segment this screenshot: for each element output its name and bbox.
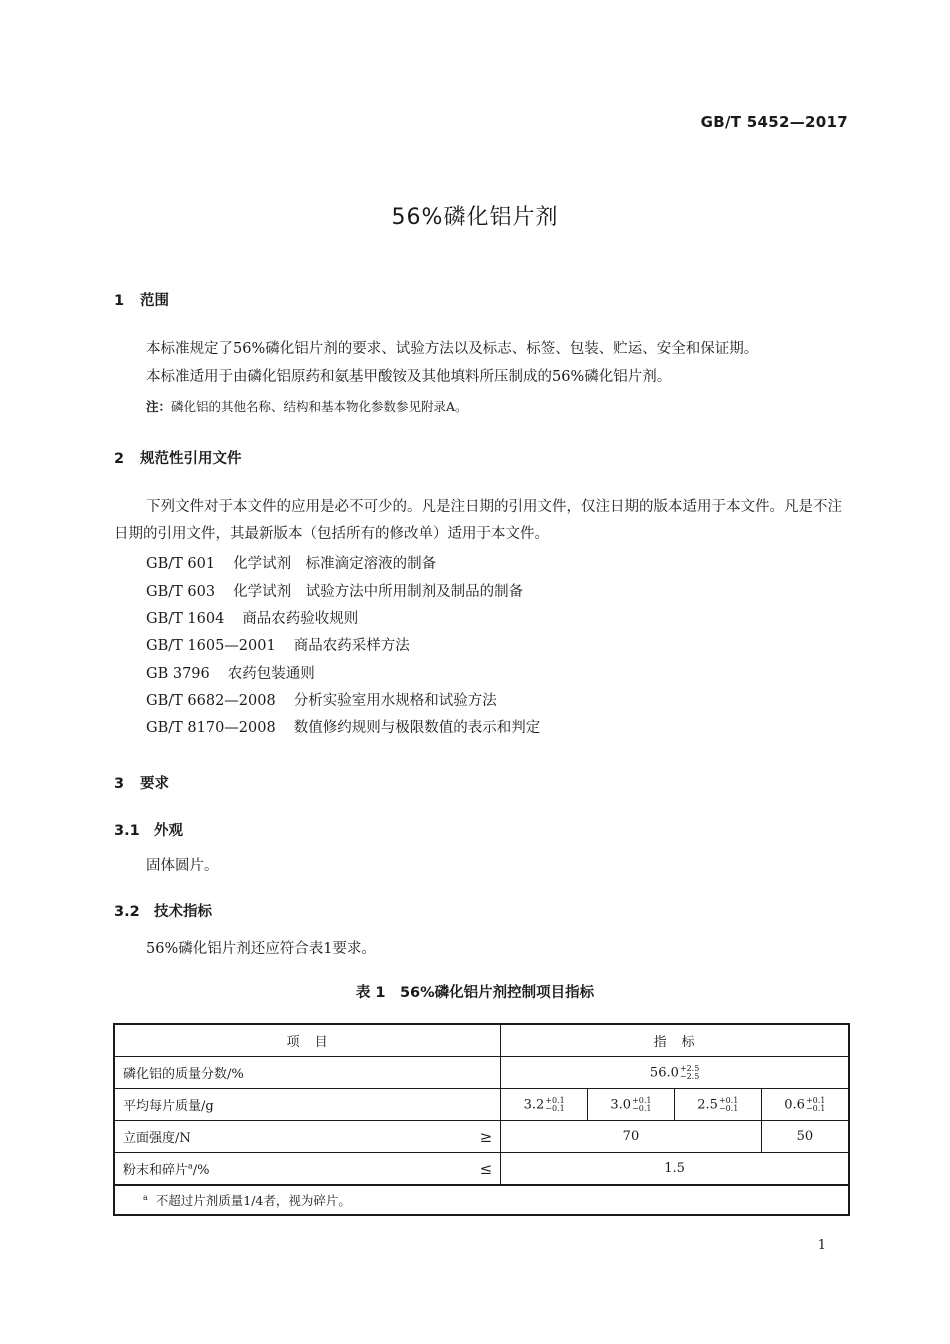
row-label: 粉末和碎片 xyxy=(123,1163,189,1178)
value-number: 0.6 xyxy=(784,1097,805,1112)
reference-code: GB 3796 xyxy=(146,666,210,682)
column-header-value: 指 标 xyxy=(501,1024,849,1057)
section-3-heading xyxy=(114,772,169,793)
table-footnote-row xyxy=(114,1185,849,1215)
reference-item xyxy=(146,689,497,710)
scope-paragraph-1: 本标准规定了56%磷化铝片剂的要求、试验方法以及标志、标签、包装、贮运、安全和保证期。 xyxy=(146,341,759,357)
row-label: 平均每片质量/g xyxy=(114,1089,501,1121)
spec-table xyxy=(113,1023,850,1216)
value-number: 3.2 xyxy=(523,1097,545,1112)
less-equal-symbol: ≤ xyxy=(479,1159,493,1178)
tolerance-lower: −0.1 xyxy=(805,1103,826,1113)
reference-code: GB/T 603 xyxy=(146,584,216,600)
section-1-heading xyxy=(114,289,169,310)
subsection-title: 外观 xyxy=(154,823,183,839)
tolerance-upper: +0.1 xyxy=(718,1095,739,1105)
reference-code: GB/T 6682—2008 xyxy=(146,693,276,709)
standard-code: GB/T 5452—2017 xyxy=(700,113,848,131)
footnote-marker: a xyxy=(143,1192,148,1202)
subsection-title: 技术指标 xyxy=(154,904,212,920)
footnote-text: 不超过片剂质量1/4者，视为碎片。 xyxy=(155,1193,351,1208)
note-text: 磷化铝的其他名称、结构和基本物化参数参见附录A。 xyxy=(171,399,468,414)
reference-item xyxy=(146,580,523,601)
tolerance-lower: −2.5 xyxy=(679,1071,700,1081)
scope-note xyxy=(146,397,468,415)
tolerance-upper: +2.5 xyxy=(679,1063,700,1073)
references-paragraph: 下列文件对于本文件的应用是必不可少的。凡是注日期的引用文件，仅注日期的版本适用于本文件。凡是不注日期的引用文件，其最新版本（包括所有的修改单）适用于本文件。 xyxy=(114,499,842,542)
table-row xyxy=(114,1121,849,1153)
reference-title: 农药包装通则 xyxy=(227,666,315,682)
table-row xyxy=(114,1089,849,1121)
subsection-3-1-heading xyxy=(114,819,183,840)
note-label: 注： xyxy=(146,399,172,414)
reference-title: 商品农药验收规则 xyxy=(242,611,359,627)
reference-item xyxy=(146,634,410,655)
reference-code: GB/T 601 xyxy=(146,556,216,572)
reference-title: 分析实验室用水规格和试验方法 xyxy=(293,693,497,709)
greater-equal-symbol: ≥ xyxy=(479,1127,493,1146)
row-value: 70 xyxy=(501,1121,761,1153)
row-value xyxy=(674,1089,761,1121)
row-value xyxy=(501,1057,849,1089)
section-2-heading xyxy=(114,447,242,468)
section-title: 要求 xyxy=(140,776,169,792)
row-value xyxy=(501,1089,588,1121)
page-number: 1 xyxy=(817,1238,826,1253)
value-number: 2.5 xyxy=(697,1097,718,1112)
row-value: 50 xyxy=(761,1121,849,1153)
reference-title: 化学试剂 标准滴定溶液的制备 xyxy=(233,556,437,572)
section-title: 规范性引用文件 xyxy=(140,451,242,467)
row-value xyxy=(588,1089,675,1121)
reference-item xyxy=(146,716,540,737)
tolerance xyxy=(545,1097,564,1113)
tolerance-lower: −0.1 xyxy=(632,1103,652,1113)
table-footnote xyxy=(114,1185,849,1215)
row-label-cell xyxy=(114,1121,501,1153)
table-caption: 表 1 56%磷化铝片剂控制项目指标 xyxy=(355,985,595,1001)
tolerance xyxy=(806,1097,825,1113)
reference-item xyxy=(146,552,436,573)
footnote-marker: a xyxy=(188,1161,193,1171)
tolerance-upper: +0.1 xyxy=(632,1095,652,1105)
section-number: 1 xyxy=(114,293,125,309)
value-number: 3.0 xyxy=(610,1097,632,1112)
row-value xyxy=(761,1089,849,1121)
table-row xyxy=(114,1057,849,1089)
section-number: 3 xyxy=(114,776,125,792)
tolerance xyxy=(680,1065,699,1081)
section-title: 范围 xyxy=(140,293,169,309)
document-title: 56%磷化铝片剂 xyxy=(391,205,559,230)
tolerance-upper: +0.1 xyxy=(805,1095,826,1105)
row-label-cell xyxy=(114,1153,501,1186)
subsection-3-2-heading xyxy=(114,900,212,921)
value-number: 56.0 xyxy=(649,1065,679,1080)
table-row xyxy=(114,1153,849,1186)
tolerance xyxy=(632,1097,651,1113)
reference-code: GB/T 1605—2001 xyxy=(146,638,276,654)
table-header-row xyxy=(114,1024,849,1057)
row-label: 立面强度/N xyxy=(123,1131,191,1146)
reference-title: 商品农药采样方法 xyxy=(293,638,410,654)
row-label: 磷化铝的质量分数/% xyxy=(114,1057,501,1089)
tolerance xyxy=(719,1097,738,1113)
tolerance-upper: +0.1 xyxy=(545,1095,565,1105)
reference-code: GB/T 8170—2008 xyxy=(146,720,276,736)
appearance-text: 固体圆片。 xyxy=(146,858,219,874)
section-number: 2 xyxy=(114,451,125,467)
column-header-item: 项 目 xyxy=(114,1024,501,1057)
row-label-unit: /% xyxy=(192,1163,210,1178)
technical-indicators-text: 56%磷化铝片剂还应符合表1要求。 xyxy=(146,941,376,957)
scope-paragraph-2: 本标准适用于由磷化铝原药和氨基甲酸铵及其他填料所压制成的56%磷化铝片剂。 xyxy=(146,369,672,385)
tolerance-lower: −0.1 xyxy=(545,1103,565,1113)
reference-code: GB/T 1604 xyxy=(146,611,225,627)
row-value: 1.5 xyxy=(501,1153,849,1186)
reference-title: 化学试剂 试验方法中所用制剂及制品的制备 xyxy=(233,584,524,600)
reference-item xyxy=(146,662,315,683)
reference-item xyxy=(146,607,358,628)
reference-title: 数值修约规则与极限数值的表示和判定 xyxy=(293,720,541,736)
tolerance-lower: −0.1 xyxy=(718,1103,739,1113)
subsection-number: 3.1 xyxy=(114,823,140,839)
subsection-number: 3.2 xyxy=(114,904,140,920)
